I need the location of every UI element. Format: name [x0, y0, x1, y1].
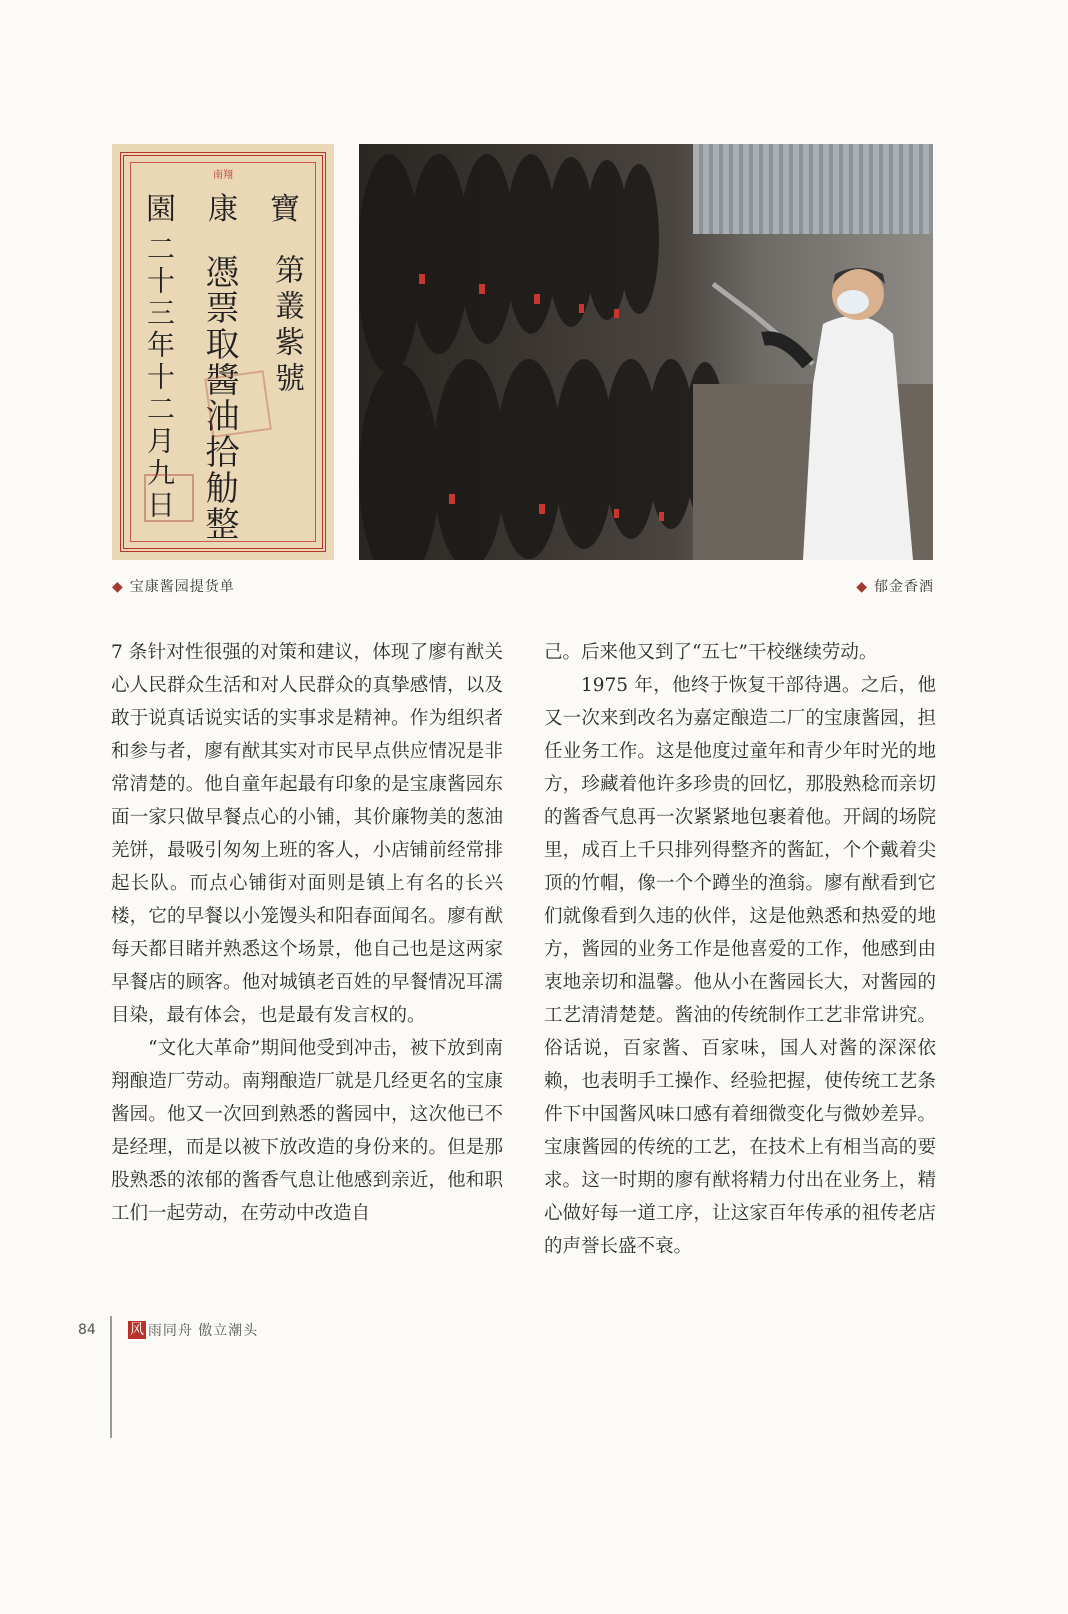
paragraph: “文化大革命”期间他受到冲击，被下放到南翔酿造厂劳动。南翔酿造厂就是几经更名的宝康酱园。他又一次回到熟悉的酱园中，这次他已不是经理，而是以被下放改造的身份来的。但是那股熟悉的浓郁的酱香气息让他感到亲近，他和职工们一起劳动，在劳动中改造自 — [111, 1038, 503, 1224]
page-number: 84 — [78, 1322, 96, 1338]
right-text-column — [544, 636, 936, 1263]
slip-seal-stamp — [204, 370, 272, 438]
slip-small-text: 南翔 — [213, 170, 233, 181]
slip-handwritten-date: 二十三年十二月九日 — [143, 234, 176, 522]
worker-figure — [693, 244, 933, 560]
pickup-slip-photo — [112, 144, 334, 560]
slip-handwritten-content: 憑票取醬油拾觔整 — [199, 254, 239, 542]
slip-handwritten-number: 第叢紫號 — [269, 254, 304, 398]
workshop-photo — [359, 144, 933, 560]
paragraph: 己。后来他又到了“五七”干校继续劳动。 — [544, 642, 878, 663]
slip-title-char: 康 — [208, 192, 238, 227]
book-logo-char: 风 — [129, 1322, 144, 1338]
caption-left — [112, 576, 235, 596]
diamond-icon: ◆ — [112, 579, 124, 595]
page-footer — [78, 1320, 258, 1340]
slip-seal-stamp — [144, 474, 194, 522]
caption-right-text: 郁金香酒 — [874, 579, 934, 595]
diamond-icon: ◆ — [856, 579, 868, 595]
caption-right — [856, 576, 934, 596]
paragraph: 7 条针对性很强的对策和建议，体现了廖有猷关心人民群众生活和对人民群众的真挚感情，以及敢于说真话说实话的实事求是精神。作为组织者和参与者，廖有猷其实对市民早点供应情况是非常清楚的。他自童年起最有印象的是宝康酱园东面一家只做早餐点心的小铺，其价廉物美的葱油羌饼，最吸引匆匆上班的客人，小店铺前经常排起长队。而点心铺街对面则是镇上有名的长兴楼，它的早餐以小笼馒头和阳春面闻名。廖有猷每天都目睹并熟悉这个场景，他自己也是这两家早餐店的顾客。他对城镇老百姓的早餐情况耳濡目染，最有体会，也是最有发言权的。 — [111, 642, 503, 1026]
slip-title-char: 園 — [146, 192, 176, 227]
left-text-column — [111, 636, 503, 1230]
slip-title — [112, 184, 334, 228]
paragraph: 1975 年，他终于恢复干部待遇。之后，他又一次来到改名为嘉定酿造二厂的宝康酱园，担任业务工作。这是他度过童年和青少年时光的地方，珍藏着他许多珍贵的回忆，那股熟稔而亲切的酱香气息再一次紧紧地包裹着他。开阔的场院里，成百上千只排列得整齐的酱缸，个个戴着尖顶的竹帽，像一个个蹲坐的渔翁。廖有猷看到它们就像看到久违的伙伴，这是他熟悉和热爱的地方，酱园的业务工作是他喜爱的工作，他感到由衷地亲切和温馨。他从小在酱园长大，对酱园的工艺清清楚楚。酱油的传统制作工艺非常讲究。俗话说，百家酱、百家味，国人对酱的深深依赖，也表明手工操作、经验把握，使传统工艺条件下中国酱风味口感有着细微变化与微妙差异。宝康酱园的传统的工艺，在技术上有相当高的要求。这一时期的廖有猷将精力付出在业务上，精心做好每一道工序，让这家百年传承的祖传老店的声誉长盛不衰。 — [544, 675, 936, 1257]
factory-roof — [693, 144, 933, 234]
slip-title-char: 寶 — [270, 192, 300, 227]
caption-left-text: 宝康酱园提货单 — [129, 579, 235, 595]
book-title: 雨同舟 傲立潮头 — [147, 1323, 259, 1339]
